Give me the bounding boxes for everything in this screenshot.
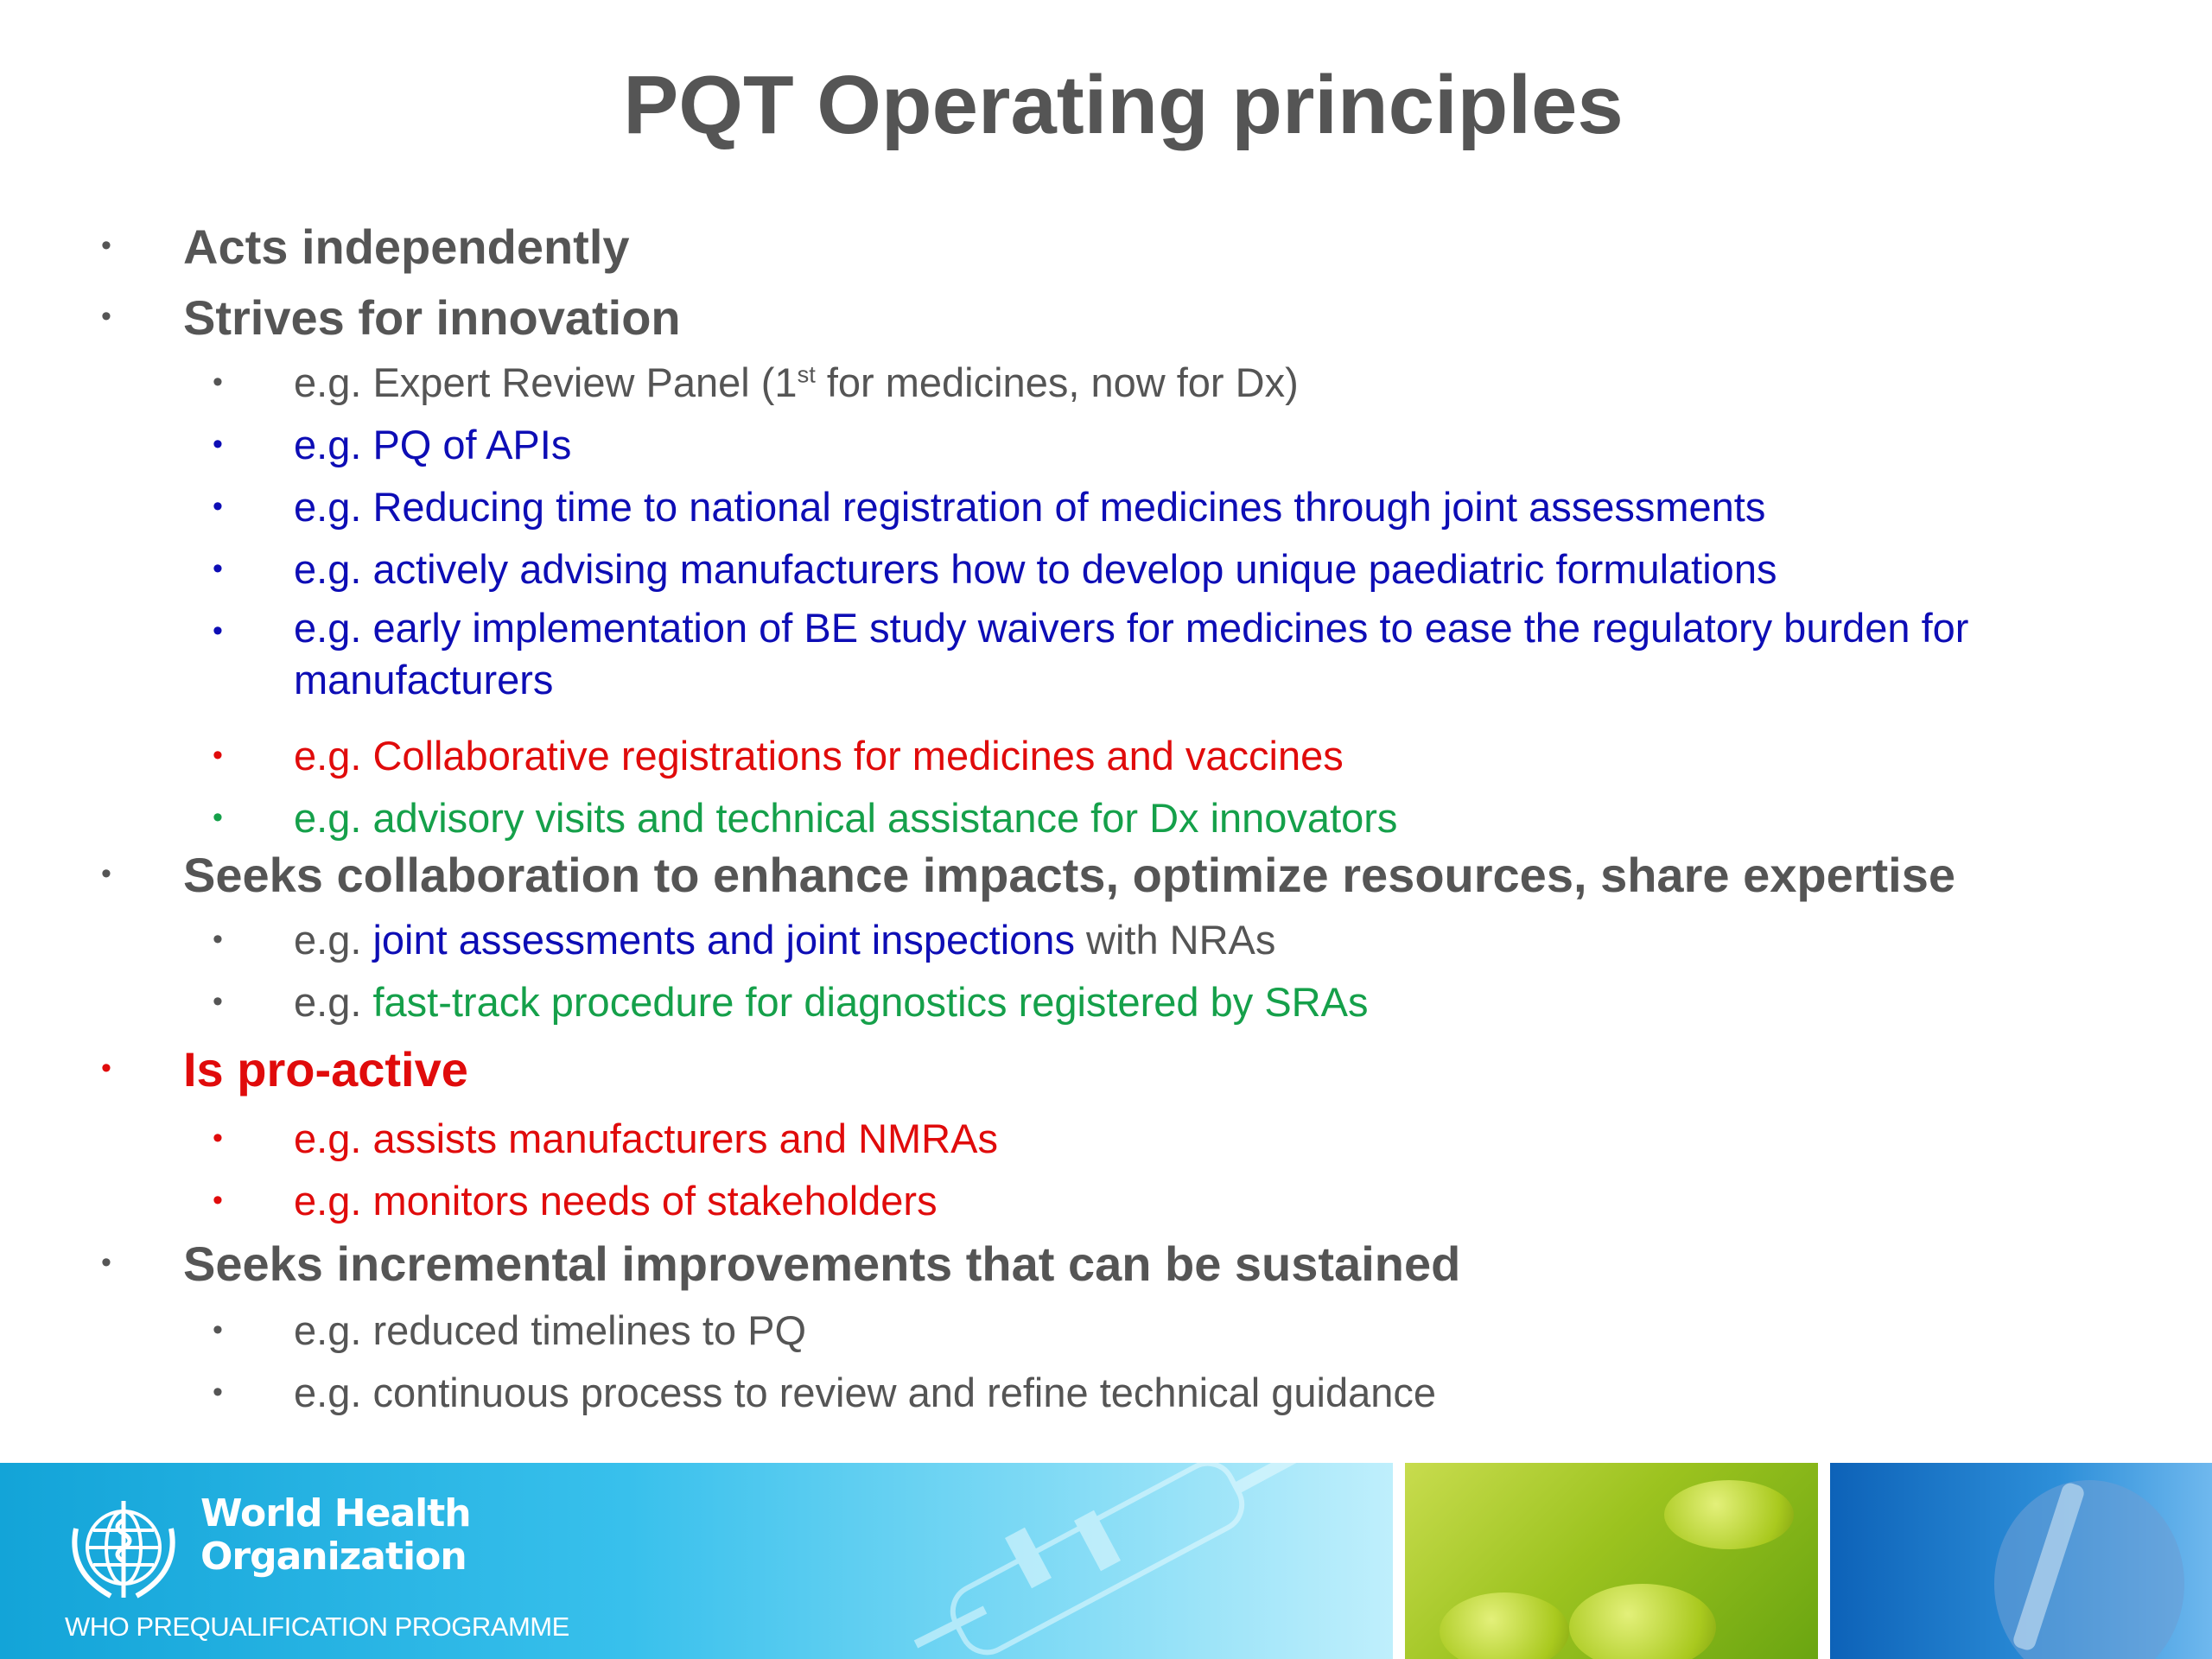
bullet-dot-icon: • [213,923,223,956]
text-segment: Seeks collaboration to enhance impacts, optimize resources, share expertise [183,848,1955,902]
bullet-text [183,1041,468,1097]
bullet-text [294,1115,998,1162]
bullet-dot-icon: • [101,229,111,262]
bullet-dot-icon: • [213,552,223,585]
bullet-text [294,483,1765,531]
bullet-text [294,359,1299,406]
pill-image [1664,1480,1794,1549]
text-segment: e.g. monitors needs of stakeholders [294,1178,938,1224]
bullet-text [183,847,1955,903]
bullet-text [294,602,1968,706]
text-segment: e.g. actively advising manufacturers how to develop unique paediatric formulations [294,546,1777,592]
text-segment: e.g. [294,917,373,963]
pill-image [1569,1584,1716,1659]
banner-divider [1393,1463,1405,1659]
bullet-dot-icon: • [213,739,223,772]
bullet-text [294,1369,1436,1416]
text-segment: e.g. Expert Review Panel (1 [294,359,798,405]
slide-title: PQT Operating principles [623,59,1624,151]
banner-pills-panel [1405,1463,1818,1659]
pill-image [1440,1592,1569,1659]
bullet-text [294,1306,806,1354]
bullet-dot-icon: • [101,1246,111,1279]
bullet-dot-icon: • [213,614,223,647]
banner-divider [1818,1463,1830,1659]
bullet-text [294,916,1275,963]
bullet-text [294,421,571,468]
text-segment: e.g. Collaborative registrations for medicines and vaccines [294,733,1344,779]
text-segment: Seeks incremental improvements that can be sustained [183,1236,1461,1291]
syringe-image [864,1463,1400,1659]
bullet-dot-icon: • [213,1184,223,1217]
bullet-dot-icon: • [101,1052,111,1084]
text-segment: e.g. reduced timelines to PQ [294,1307,807,1353]
bullet-dot-icon: • [213,1376,223,1408]
text-segment: e.g. continuous process to review and refine technical guidance [294,1370,1437,1415]
bullet-text [294,732,1344,779]
lab-glove-image [1830,1463,2212,1659]
text-segment: fast-track procedure for diagnostics registered by SRAs [372,979,1369,1025]
text-segment: Strives for innovation [183,290,681,345]
banner-lab-panel [1830,1463,2212,1659]
bullet-dot-icon: • [213,428,223,461]
bullet-text [294,545,1777,593]
bullet-dot-icon: • [101,300,111,333]
footer-banner [0,1463,2212,1659]
who-emblem-icon [59,1485,188,1615]
bullet-dot-icon: • [213,1313,223,1346]
text-segment: e.g. early implementation of BE study waivers for medicines to ease the regulatory burden for [294,605,1969,651]
who-org-name: World Health Organization [200,1491,471,1579]
programme-name: WHO PREQUALIFICATION PROGRAMME [65,1611,569,1642]
bullet-dot-icon: • [213,490,223,523]
bullet-dot-icon: • [213,365,223,398]
bullet-text [183,219,630,275]
bullet-text [294,1177,938,1224]
text-segment: e.g. [294,979,373,1025]
text-segment: joint assessments and joint inspections [372,917,1075,963]
bullet-dot-icon: • [213,985,223,1018]
bullet-text [183,289,681,346]
text-segment: for medicines, now for Dx) [815,359,1299,405]
text-segment: with NRAs [1074,917,1276,963]
bullet-dot-icon: • [101,857,111,890]
text-continuation: manufacturers [294,657,554,702]
bullet-text [294,978,1368,1026]
bullet-dot-icon: • [213,801,223,834]
bullet-text [294,794,1397,842]
text-segment: e.g. advisory visits and technical assistance for Dx innovators [294,795,1398,841]
text-segment: e.g. Reducing time to national registration of medicines through joint assessments [294,484,1766,530]
text-segment: e.g. PQ of APIs [294,422,572,467]
text-segment: e.g. assists manufacturers and NMRAs [294,1116,998,1161]
bullet-text [183,1236,1460,1292]
text-segment: Is pro-active [183,1042,468,1096]
superscript-text: st [797,360,816,388]
text-segment: Acts independently [183,219,630,274]
bullet-dot-icon: • [213,1122,223,1154]
